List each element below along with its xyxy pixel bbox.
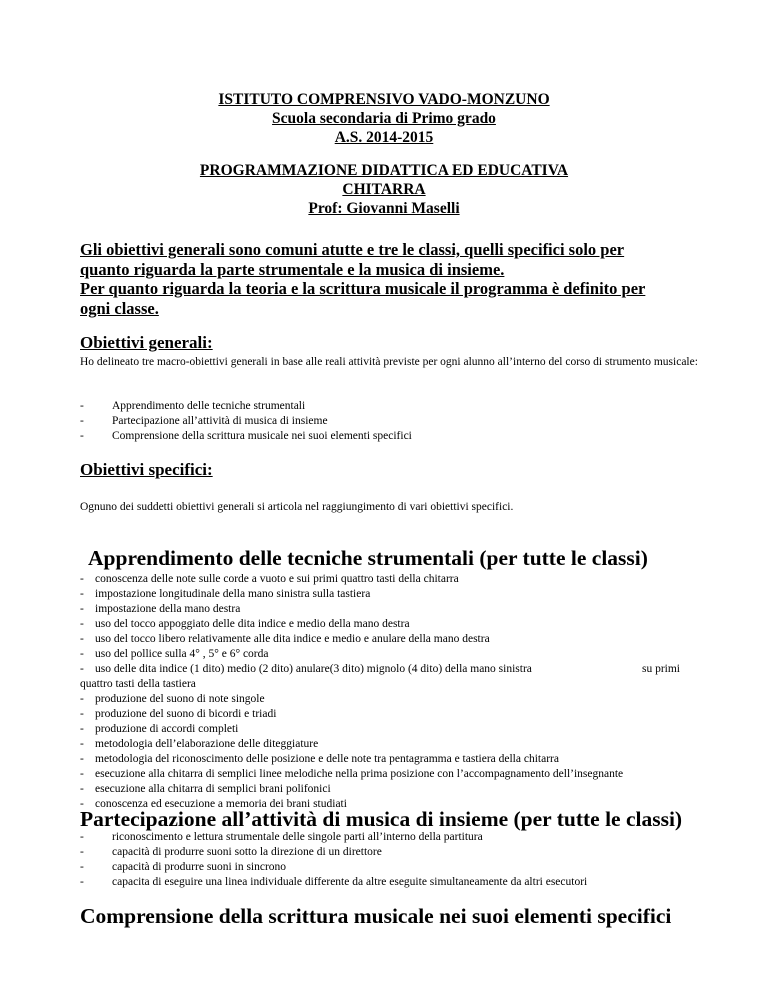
section-technique-title: Apprendimento delle tecniche strumentali (per tutte le classi) <box>88 546 648 570</box>
list-item: - capacità di produrre suoni in sincrono <box>80 860 720 875</box>
section-ensemble-list <box>80 830 720 890</box>
list-item: - Comprensione della scrittura musicale nei suoi elementi specifici <box>80 429 720 444</box>
school-year: A.S. 2014-2015 <box>334 129 434 146</box>
section-notation-title: Comprensione della scrittura musicale nei suoi elementi specifici <box>80 904 672 928</box>
intro-line-1: Gli obiettivi generali sono comuni atutte e tre le classi, quelli specifici solo per <box>80 240 625 259</box>
section-ensemble-title: Partecipazione all’attività di musica di insieme (per tutte le classi) <box>80 807 683 831</box>
intro-line-3: Per quanto riguarda la teoria e la scrittura musicale il programma è definito per <box>80 279 646 298</box>
general-objectives-heading: Obiettivi generali: <box>80 333 213 352</box>
list-item: - produzione del suono di note singole <box>80 692 720 707</box>
list-item: - esecuzione alla chitarra di semplici linee melodiche nella prima posizione con l’accompagnamento dell’insegnante <box>80 767 720 782</box>
specific-objectives-text: Ognuno dei suddetti obiettivi generali si articola nel raggiungimento di vari obiettivi specifici. <box>80 501 514 513</box>
school-header <box>0 90 768 147</box>
list-item: - conoscenza delle note sulle corde a vuoto e sui primi quattro tasti della chitarra <box>80 572 720 587</box>
list-item: - metodologia dell’elaborazione delle diteggiature <box>80 737 720 752</box>
list-item: - impostazione della mano destra <box>80 602 720 617</box>
list-item: - esecuzione alla chitarra di semplici brani polifonici <box>80 782 720 797</box>
list-item: - produzione di accordi completi <box>80 722 720 737</box>
list-item <box>80 662 720 677</box>
list-item: - Partecipazione all’attività di musica di insieme <box>80 414 720 429</box>
list-item: - uso del tocco libero relativamente alle dita indice e medio e anulare della mano destra <box>80 632 720 647</box>
general-objectives-list <box>80 399 720 444</box>
teacher-name: Prof: Giovanni Maselli <box>308 200 460 217</box>
long-item-continuation: quattro tasti della tastiera <box>80 678 196 690</box>
intro-line-2: quanto riguarda la parte strumentale e la musica di insieme. <box>80 259 505 279</box>
list-item: - uso del pollice sulla 4° , 5° e 6° corda <box>80 647 720 662</box>
school-name: ISTITUTO COMPRENSIVO VADO-MONZUNO <box>218 91 550 108</box>
school-level: Scuola secondaria di Primo grado <box>272 110 496 127</box>
section-technique-list <box>80 572 720 812</box>
intro-statement <box>80 240 720 318</box>
list-item: - capacità di produrre suoni sotto la direzione di un direttore <box>80 845 720 860</box>
general-objectives-text: Ho delineato tre macro-obiettivi generali in base alle reali attività previste per ogni alunno all’interno del corso di strumento musicale: <box>80 356 698 368</box>
list-item: - produzione del suono di bicordi e triadi <box>80 707 720 722</box>
list-item: - metodologia del riconoscimento delle posizione e delle note tra pentagramma e tastiera della chitarra <box>80 752 720 767</box>
list-item: - conoscenza ed esecuzione a memoria dei brani studiati <box>80 797 720 812</box>
list-item: - riconoscimento e lettura strumentale delle singole parti all’interno della partitura <box>80 830 720 845</box>
list-item: - Apprendimento delle tecniche strumentali <box>80 399 720 414</box>
long-item-tail: su primi <box>641 663 680 675</box>
specific-objectives-heading: Obiettivi specifici: <box>80 460 213 479</box>
intro-line-4: ogni classe. <box>80 298 159 318</box>
list-item: - uso del tocco appoggiato delle dita indice e medio della mano destra <box>80 617 720 632</box>
program-title: PROGRAMMAZIONE DIDATTICA ED EDUCATIVA <box>199 162 569 179</box>
long-item-text: uso delle dita indice (1 dito) medio (2 dito) anulare(3 dito) mignolo (4 dito) della mano sinistra <box>95 663 532 675</box>
program-header <box>0 161 768 218</box>
list-item: - capacita di eseguire una linea individuale differente da altre eseguite simultaneamente da altri esecutori <box>80 875 720 890</box>
subject-title: CHITARRA <box>342 181 426 198</box>
list-item: - impostazione longitudinale della mano sinistra sulla tastiera <box>80 587 720 602</box>
